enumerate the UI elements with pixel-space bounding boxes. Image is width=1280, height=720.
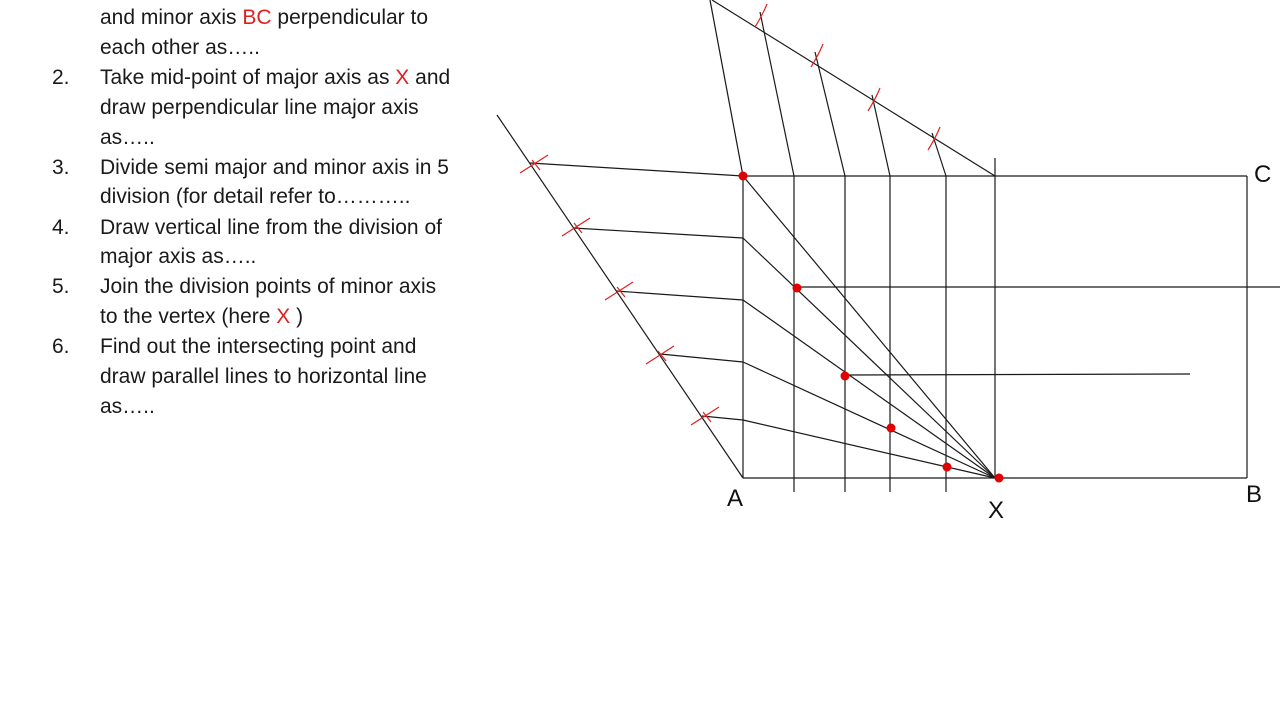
- step-3-number: 3.: [52, 156, 70, 179]
- left-division-link-2: [573, 228, 743, 238]
- step-5-number: 5.: [52, 275, 70, 298]
- ellipse-point-5: [943, 463, 952, 472]
- ellipse-point-2: [793, 284, 802, 293]
- left-division-link-1: [530, 163, 743, 176]
- instruction-steps: and minor axis BC perpendicular to each other as….. 2. Take mid-point of major axis as X and draw perpendicular line major axis as….. 3. Divide semi major and minor axis in 5 division (for detail refer to……….. 4. Draw vertical line from the division of major axis as….. 5. Join the division points of minor axis to the vertex (here X ) 6. Find out the intersecting point and draw parallel lines to horizontal line as…..: [52, 6, 451, 418]
- ellipse-point-4: [887, 424, 896, 433]
- point-label-x: X: [988, 497, 1005, 524]
- upper-inclined-0: [710, 0, 743, 176]
- upper-inclined-2: [815, 52, 845, 176]
- left-inclined-line: [497, 115, 743, 478]
- upper-division-mark-2: [811, 44, 823, 67]
- ray-to-x-4: [743, 362, 995, 478]
- point-label-c: C: [1254, 161, 1272, 188]
- axis-bc-label: BC: [242, 6, 272, 29]
- upper-division-mark-4: [928, 127, 940, 150]
- left-division-mark-2: [562, 218, 590, 236]
- vertex-x-label: X: [395, 66, 410, 89]
- left-division-mark-3: [605, 282, 633, 300]
- upper-inclined-1: [760, 12, 794, 176]
- left-division-link-3: [616, 291, 743, 300]
- step-2-number: 2.: [52, 66, 70, 89]
- ellipse-point-3: [841, 372, 850, 381]
- ray-to-x-2: [743, 238, 995, 478]
- ray-to-x-5: [743, 420, 995, 478]
- construction-lines: [497, 0, 1280, 492]
- point-label-b: B: [1246, 481, 1263, 508]
- parallel-line-2: [845, 374, 1190, 375]
- ellipse-point-1: [739, 172, 748, 181]
- upper-diagonal: [712, 0, 995, 176]
- division-tick-marks: [520, 4, 940, 425]
- ellipse-point-6: [995, 474, 1004, 483]
- step-4-number: 4.: [52, 216, 70, 239]
- upper-division-mark-3: [868, 88, 880, 111]
- vertex-x-label-2: X: [276, 305, 291, 328]
- upper-inclined-3: [872, 95, 890, 176]
- left-division-link-4: [660, 354, 743, 362]
- step-6-number: 6.: [52, 335, 70, 358]
- upper-division-mark-1: [755, 4, 767, 27]
- point-label-a: A: [727, 485, 744, 512]
